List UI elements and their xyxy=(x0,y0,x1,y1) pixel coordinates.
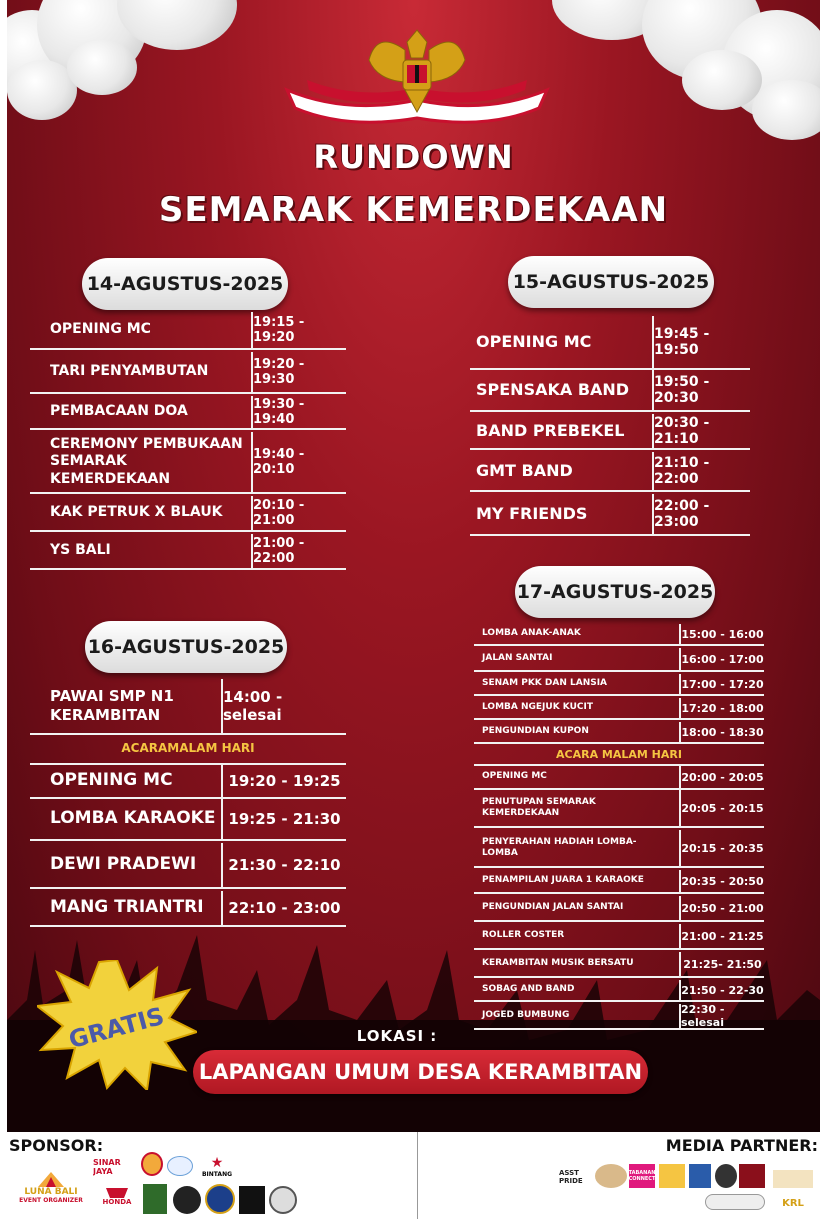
cloud-left-decoration xyxy=(7,0,257,140)
event-time: 20:10 - 21:00 xyxy=(253,498,305,528)
table-row xyxy=(30,496,346,532)
gratis-starburst-badge xyxy=(37,960,197,1090)
event-name: OPENING MC xyxy=(474,766,681,788)
table-row xyxy=(474,624,764,646)
table-row xyxy=(474,722,764,744)
event-name: DEWI PRADEWI xyxy=(30,843,223,887)
event-time: 19:25 - 21:30 xyxy=(228,810,341,828)
event-name: JOGED BUMBUNG xyxy=(474,1004,681,1028)
event-time: 19:20 - 19:30 xyxy=(253,357,305,387)
event-time: 20:05 - 20:15 xyxy=(681,801,764,815)
subheading-night-16: ACARAMALAM HARI xyxy=(121,741,255,755)
sponsor-logo-green xyxy=(143,1184,167,1214)
event-name: PENGUNDIAN KUPON xyxy=(474,722,681,742)
venue-pill: LAPANGAN UMUM DESA KERAMBITAN xyxy=(193,1050,648,1094)
event-time: 20:00 - 20:05 xyxy=(681,770,764,784)
table-row xyxy=(30,396,346,430)
honda-logo xyxy=(95,1180,139,1210)
event-time: 20:15 - 20:35 xyxy=(681,841,764,855)
event-time: 18:00 - 18:30 xyxy=(681,725,764,739)
event-name: GMT BAND xyxy=(470,452,654,490)
event-name: OPENING MC xyxy=(470,316,654,368)
sponsor-logo-square-dark xyxy=(239,1186,265,1214)
event-time: 21:00 - 22:00 xyxy=(253,536,305,566)
table-row xyxy=(470,414,750,450)
event-name: LOMBA KARAOKE xyxy=(30,799,223,839)
event-name: PENGUNDIAN JALAN SANTAI xyxy=(474,896,681,920)
table-row xyxy=(30,843,346,889)
event-time: 17:00 - 17:20 xyxy=(681,677,764,691)
bintang-text: BINTANG xyxy=(201,1170,233,1178)
table-row xyxy=(470,494,750,536)
honda-wing-icon xyxy=(106,1184,128,1198)
badge-logo-1 xyxy=(141,1152,163,1176)
table-row xyxy=(30,312,346,350)
event-name: ROLLER COSTER xyxy=(474,924,681,948)
event-name: TARI PENYAMBUTAN xyxy=(30,352,253,392)
event-name: CEREMONY PEMBUKAAN SEMARAK KEMERDEKAAN xyxy=(30,432,253,492)
event-time: 14:00 - selesai xyxy=(223,688,283,724)
table-row xyxy=(470,368,750,412)
table-row xyxy=(474,674,764,696)
subheading-night-17: ACARA MALAM HARI xyxy=(556,748,682,761)
media-logo-pill xyxy=(705,1194,765,1210)
event-time: 19:40 - 20:10 xyxy=(253,447,305,477)
table-row xyxy=(474,896,764,922)
krl-logo: KRL xyxy=(782,1197,804,1209)
event-time: 16:00 - 17:00 xyxy=(681,652,764,666)
location-label: LOKASI : xyxy=(356,1027,438,1045)
event-name: KAK PETRUK X BLAUK xyxy=(30,496,253,530)
honda-text: HONDA xyxy=(102,1198,132,1206)
footer-divider xyxy=(417,1132,418,1219)
table-row xyxy=(474,790,764,828)
table-row xyxy=(30,763,346,799)
event-time: 21:50 - 22-30 xyxy=(681,983,764,997)
event-name: MY FRIENDS xyxy=(470,494,654,534)
event-time: 20:35 - 20:50 xyxy=(681,874,764,888)
star-icon: ★ xyxy=(210,1154,224,1171)
sponsor-footer xyxy=(7,1132,820,1219)
event-time: 22:00 - 23:00 xyxy=(654,498,710,530)
event-time: 21:30 - 22:10 xyxy=(228,856,341,874)
sponsor-logo-shield xyxy=(205,1184,235,1214)
event-name: BAND PREBEKEL xyxy=(470,414,654,448)
table-row xyxy=(474,924,764,950)
event-name: PAWAI SMP N1 KERAMBITAN xyxy=(30,679,223,733)
event-time: 21:00 - 21:25 xyxy=(681,929,764,943)
media-partner-label: MEDIA PARTNER: xyxy=(665,1136,818,1155)
event-time: 20:50 - 21:00 xyxy=(681,901,764,915)
event-name: OPENING MC xyxy=(30,312,253,348)
table-row xyxy=(30,799,346,841)
asst-pride-logo: ASST PRIDE xyxy=(559,1169,583,1185)
event-name: PENAMPILAN JUARA 1 KARAOKE xyxy=(474,870,681,892)
event-name: MANG TRIANTRI xyxy=(30,891,223,925)
title-semarak-kemerdekaan: SEMARAK KEMERDEKAAN xyxy=(158,190,669,230)
event-time: 19:30 - 19:40 xyxy=(253,397,305,427)
event-name: OPENING MC xyxy=(30,765,223,797)
table-row xyxy=(474,830,764,868)
event-time: 22:10 - 23:00 xyxy=(228,899,341,917)
date-pill-16: 16-AGUSTUS-2025 xyxy=(85,621,287,673)
media-logo-red xyxy=(739,1164,765,1188)
garuda-emblem-icon xyxy=(277,20,557,130)
event-name: JALAN SANTAI xyxy=(474,648,681,670)
table-row xyxy=(474,980,764,1002)
event-time: 15:00 - 16:00 xyxy=(681,627,764,641)
event-time: 21:25- 21:50 xyxy=(683,957,762,971)
cloud-right-decoration xyxy=(552,0,820,150)
title-rundown: RUNDOWN xyxy=(313,138,514,176)
event-name: SPENSAKA BAND xyxy=(470,370,654,410)
tabanan-connect-logo: TABANAN CONNECT xyxy=(629,1164,655,1188)
sponsor-logo-round-grey xyxy=(269,1186,297,1214)
event-organizer-text: EVENT ORGANIZER xyxy=(19,1196,83,1204)
table-row xyxy=(470,452,750,492)
table-row xyxy=(470,316,750,368)
media-logo-round xyxy=(595,1164,627,1188)
event-name: PENUTUPAN SEMARAK KEMERDEKAAN xyxy=(474,790,681,826)
table-row xyxy=(30,352,346,394)
event-time: 19:45 - 19:50 xyxy=(654,326,710,358)
event-time: 17:20 - 18:00 xyxy=(681,701,764,715)
event-name: PEMBACAAN DOA xyxy=(30,396,253,428)
event-name: SOBAG AND BAND xyxy=(474,980,681,1000)
tent-icon xyxy=(36,1171,66,1187)
event-time: 19:20 - 19:25 xyxy=(228,772,341,790)
poster xyxy=(7,0,820,1132)
event-time: 21:10 - 22:00 xyxy=(654,455,710,487)
table-row xyxy=(474,764,764,790)
event-name: LOMBA ANAK-ANAK xyxy=(474,624,681,644)
bintang-logo xyxy=(199,1152,235,1180)
event-time: 20:30 - 21:10 xyxy=(654,415,710,447)
luna-bali-text: LUNA BALI xyxy=(24,1186,78,1197)
media-logo-light xyxy=(773,1170,813,1188)
table-row xyxy=(474,698,764,720)
event-name: KERAMBITAN MUSIK BERSATU xyxy=(474,952,681,976)
sponsor-label: SPONSOR: xyxy=(9,1136,104,1155)
table-row xyxy=(474,952,764,978)
date-pill-17: 17-AGUSTUS-2025 xyxy=(515,566,715,618)
date-pill-15: 15-AGUSTUS-2025 xyxy=(508,256,714,308)
date-pill-14: 14-AGUSTUS-2025 xyxy=(82,258,288,310)
event-name: LOMBA NGEJUK KUCIT xyxy=(474,698,681,718)
table-row xyxy=(30,891,346,927)
media-logo-dark-circle xyxy=(715,1164,737,1188)
event-name: SENAM PKK DAN LANSIA xyxy=(474,674,681,694)
event-time: 22:30 - selesai xyxy=(681,1003,725,1029)
table-row xyxy=(30,534,346,570)
event-time: 19:15 - 19:20 xyxy=(253,315,305,345)
table-row xyxy=(30,432,346,494)
table-row xyxy=(474,870,764,894)
gratis-text: GRATIS xyxy=(65,1001,168,1055)
event-name: YS BALI xyxy=(30,534,253,568)
event-name: PENYERAHAN HADIAH LOMBA- LOMBA xyxy=(474,830,681,866)
media-logo-yellow xyxy=(659,1164,685,1188)
sinar-jaya-logo: SINAR JAYA xyxy=(93,1158,121,1176)
table-row xyxy=(474,1004,764,1030)
event-time: 19:50 - 20:30 xyxy=(654,374,710,406)
table-row xyxy=(474,648,764,672)
badge-logo-2 xyxy=(167,1156,193,1176)
media-logo-blue xyxy=(689,1164,711,1188)
luna-bali-logo xyxy=(15,1166,87,1208)
sponsor-logo-round-dark xyxy=(173,1186,201,1214)
table-row xyxy=(30,679,346,735)
